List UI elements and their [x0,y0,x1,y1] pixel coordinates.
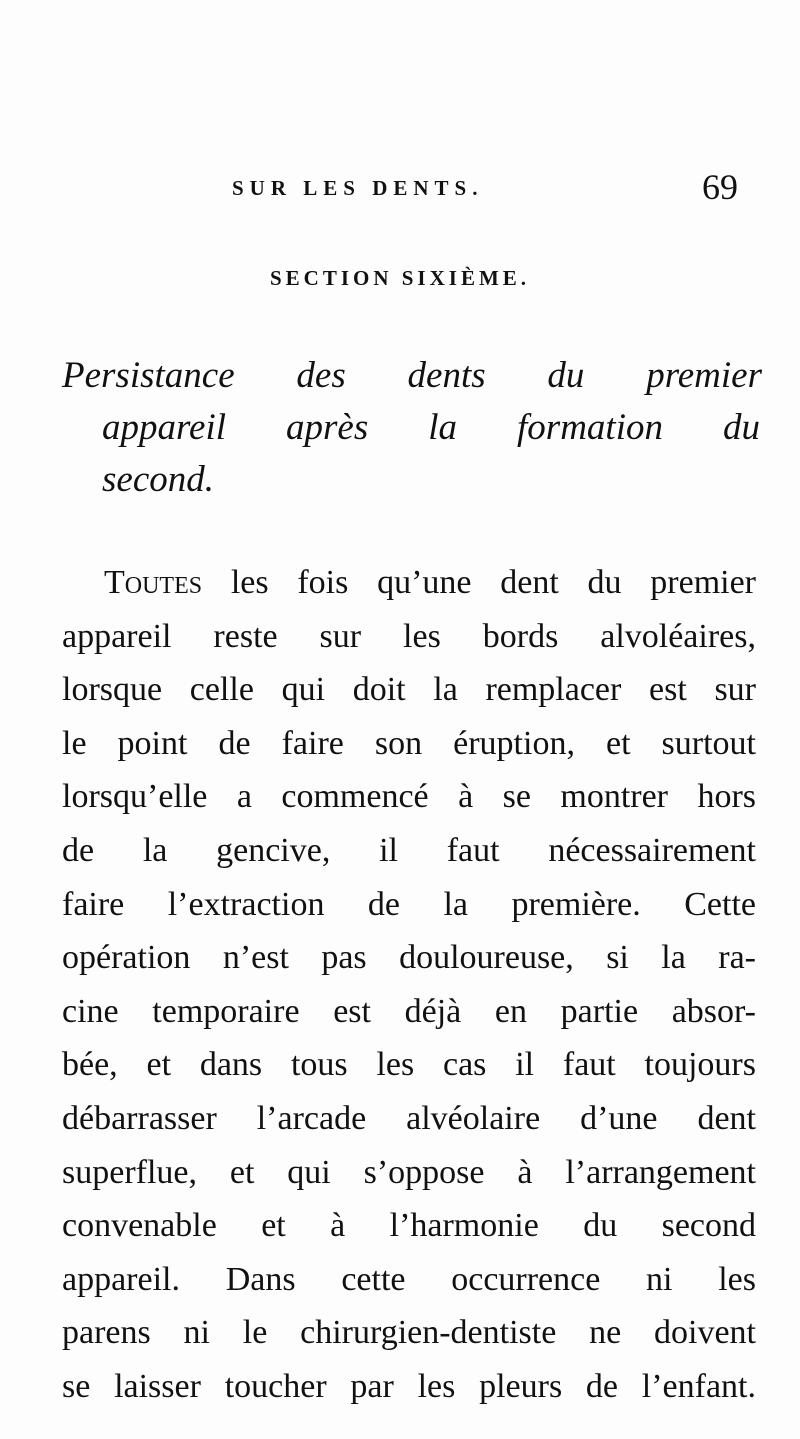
first-line-text: les fois qu’une dent du premier [202,564,756,601]
page-number: 69 [702,167,738,207]
subtitle-line: Persistance des dents du premier [62,355,762,396]
running-title: SUR LES DENTS. [232,176,484,200]
body-line: débarrasser l’arcade alvéolaire d’une dent [62,1099,756,1137]
body-line: appareil. Dans cette occurrence ni les [62,1260,756,1298]
body-line: opération n’est pas douloureuse, si la ra- [62,939,756,977]
body-line [62,556,756,610]
body-line: faire l’extraction de la première. Cette [62,885,756,923]
body-line: de la gencive, il faut nécessairement [62,831,756,869]
body-line: bée, et dans tous les cas il faut toujours [62,1046,756,1084]
running-header [0,167,800,210]
body-line: convenable et à l’harmonie du second [62,1207,756,1245]
section-heading: SECTION SIXIÈME. [269,266,531,290]
body-line: appareil reste sur les bords alvoléaires, [62,617,756,655]
body-line: superflue, et qui s’oppose à l’arrangement [62,1153,756,1191]
body-paragraph [62,556,756,1414]
body-line: cine temporaire est déjà en partie absor- [62,992,756,1030]
body-line: le point de faire son éruption, et surtout [62,724,756,762]
drop-word: Toutes [104,564,203,601]
body-line: se laisser toucher par les pleurs de l’enfant. [62,1367,756,1405]
body-line: lorsqu’elle a commencé à se montrer hors [62,778,756,816]
body-line: parens ni le chirurgien-dentiste ne doivent [62,1314,756,1352]
subtitle-line: second. [102,459,214,500]
body-line: lorsque celle qui doit la remplacer est sur [62,671,756,709]
section-subtitle [62,350,762,506]
subtitle-line: appareil après la formation du [102,407,760,448]
